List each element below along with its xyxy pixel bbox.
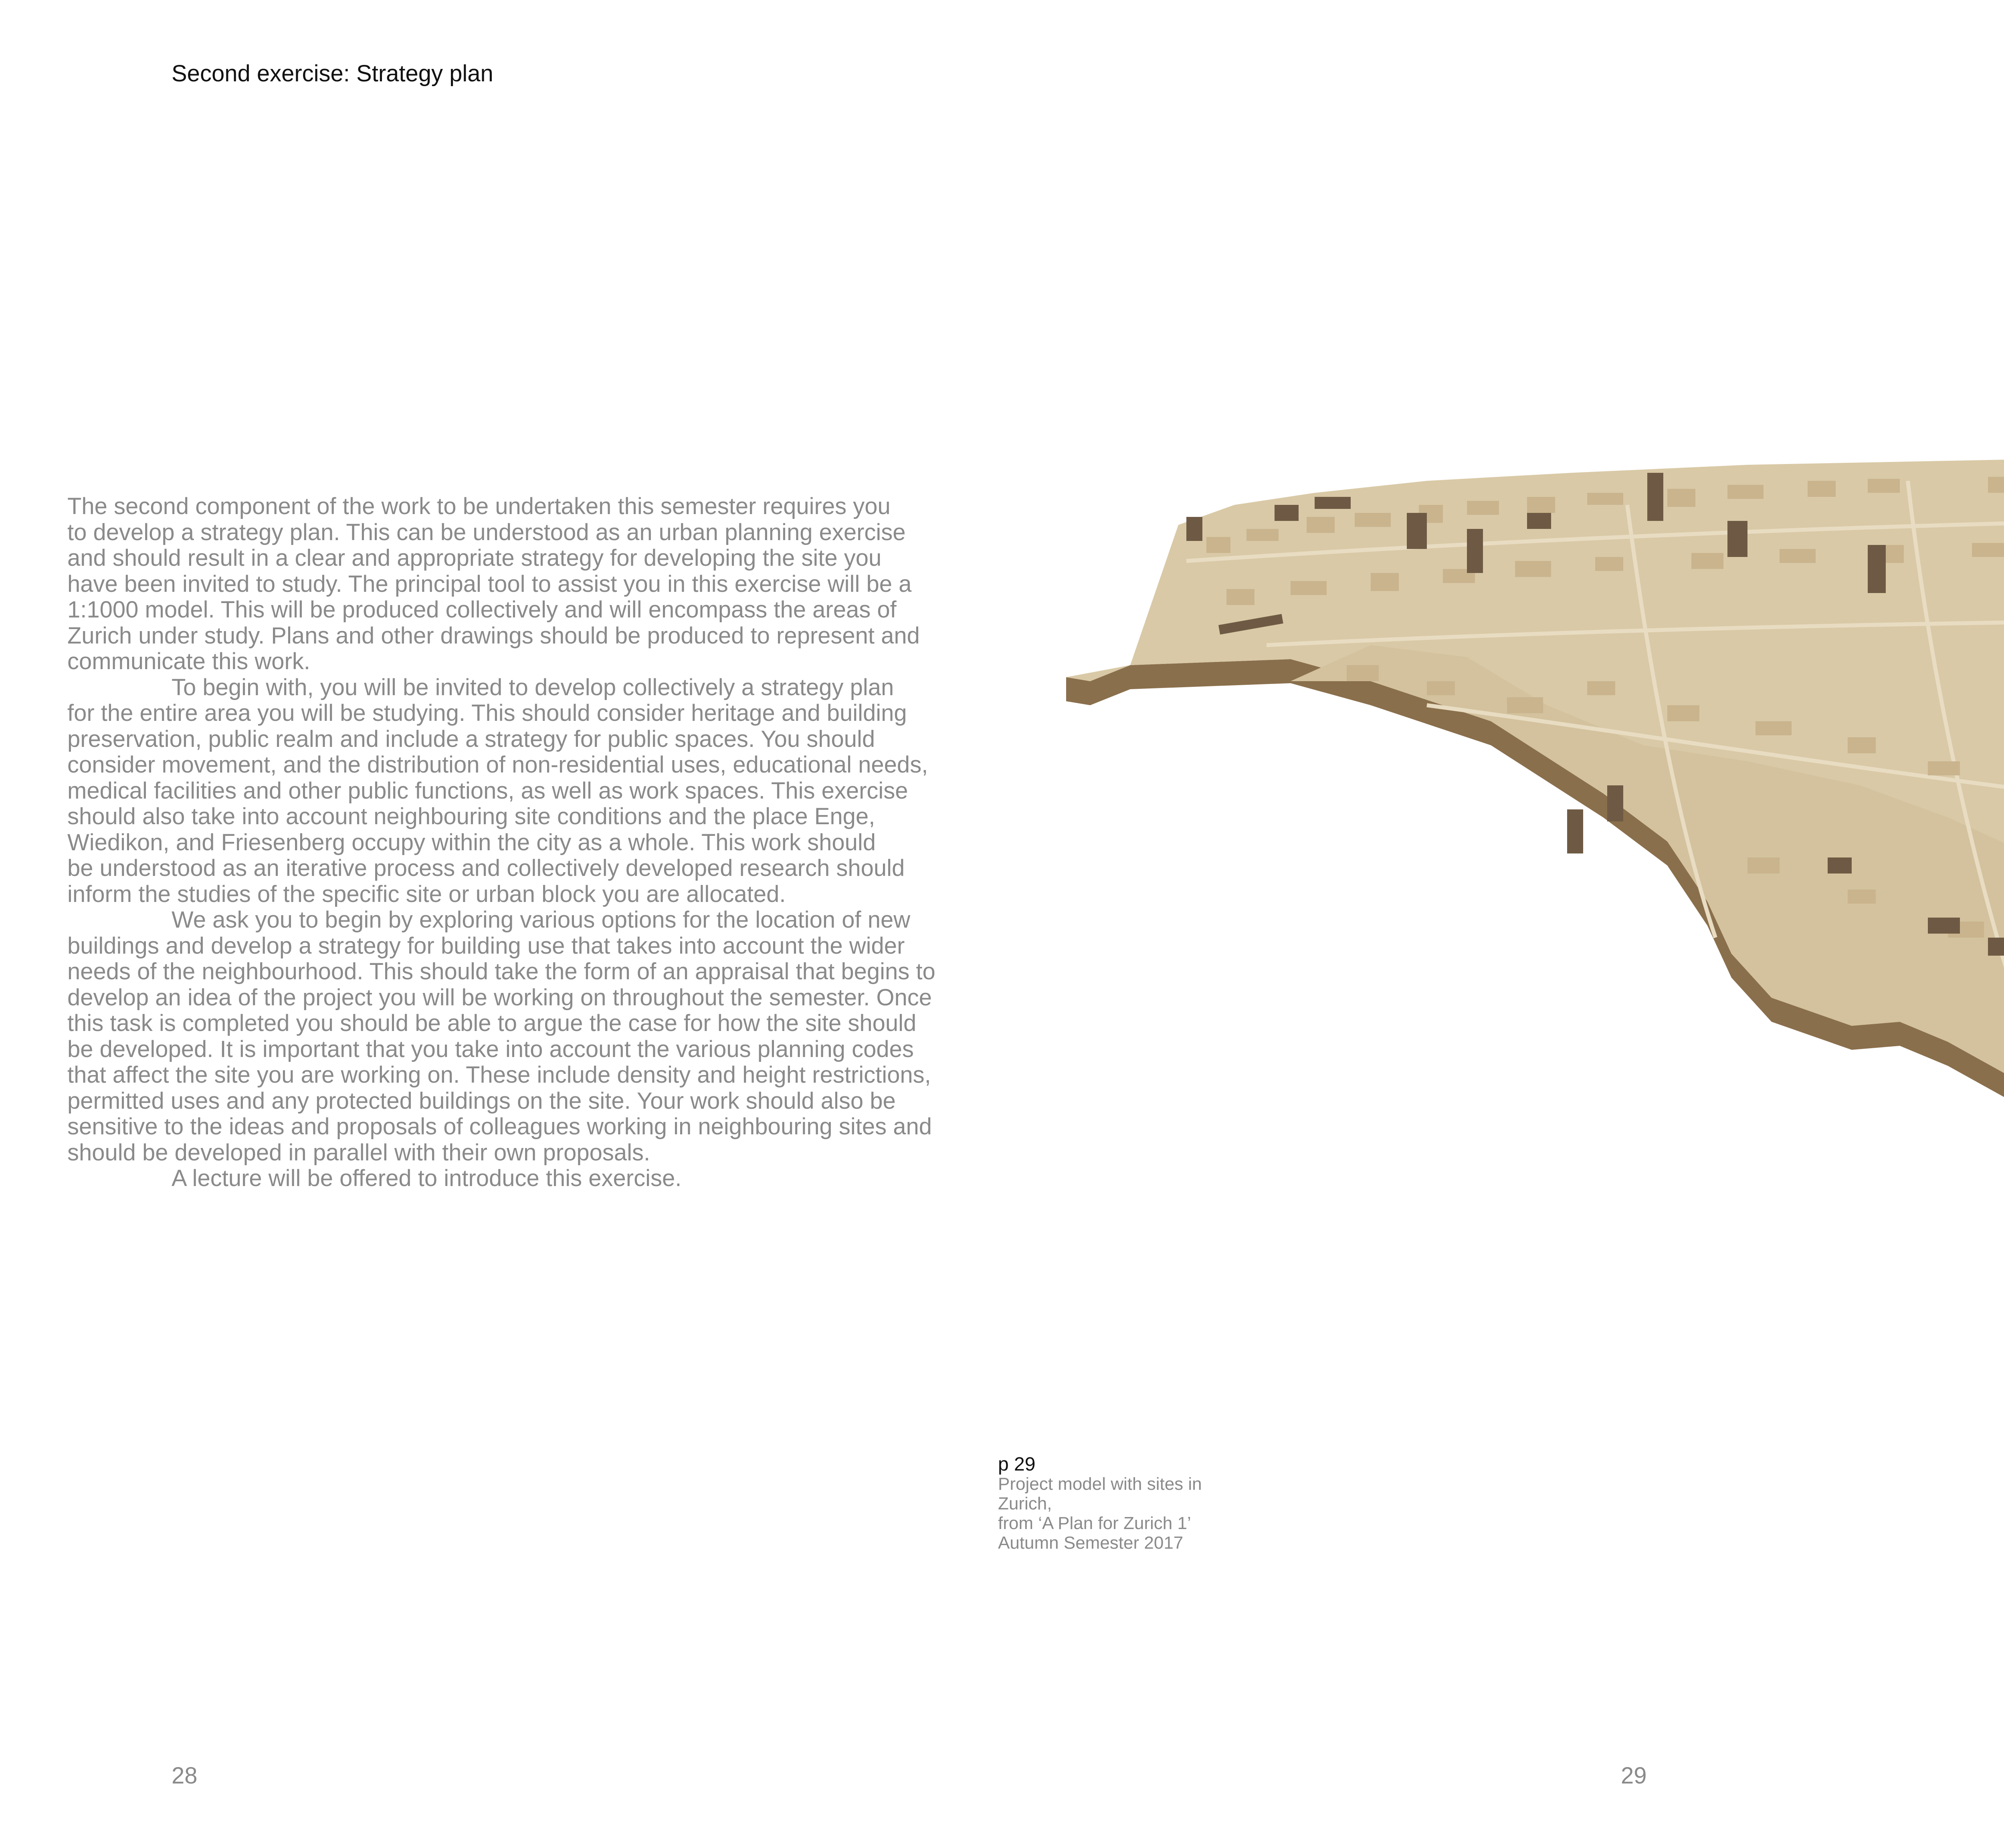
urban-model-image: [1066, 457, 2004, 1262]
body-line: medical facilities and other public functions, as well as work spaces. This exercise: [67, 777, 908, 804]
body-line: this task is completed you should be able to argue the case for how the site should: [67, 1010, 917, 1036]
body-line: We ask you to begin by exploring various options for the location of new: [172, 907, 911, 933]
body-line: 1:1000 model. This will be produced collectively and will encompass the areas of: [67, 597, 897, 623]
body-line: inform the studies of the specific site or urban block you are allocated.: [67, 881, 786, 907]
body-line: Wiedikon, and Friesenberg occupy within the city as a whole. This work should: [67, 829, 876, 855]
urban-model-illustration: [1066, 457, 2004, 1262]
body-line: that affect the site you are working on. These include density and height restrictions,: [67, 1062, 931, 1088]
body-line: Zurich under study. Plans and other drawings should be produced to represent and: [67, 622, 920, 649]
body-line: be understood as an iterative process and collectively developed research should: [67, 855, 905, 881]
body-line: permitted uses and any protected buildings on the site. Your work should also be: [67, 1087, 896, 1114]
page-number-right: 29: [1621, 1763, 1647, 1789]
body-line: develop an idea of the project you will be working on throughout the semester. Once: [67, 984, 932, 1011]
body-line: to develop a strategy plan. This can be understood as an urban planning exercise: [67, 519, 906, 545]
caption-page-ref: p 29: [998, 1454, 1036, 1475]
body-text: [67, 494, 981, 1192]
body-line: To begin with, you will be invited to develop collectively a strategy plan: [172, 674, 894, 700]
body-line: preservation, public realm and include a strategy for public spaces. You should: [67, 726, 875, 752]
body-line: communicate this work.: [67, 648, 310, 674]
page-number-left: 28: [172, 1763, 198, 1789]
body-line: buildings and develop a strategy for building use that takes into account the wider: [67, 932, 905, 959]
body-line: and should result in a clear and appropriate strategy for developing the site you: [67, 545, 882, 571]
caption-line: Autumn Semester 2017: [998, 1533, 1184, 1553]
page-title: Second exercise: Strategy plan: [172, 61, 493, 87]
body-line: have been invited to study. The principal tool to assist you in this exercise will be a: [67, 571, 912, 597]
body-line: should be developed in parallel with their own proposals.: [67, 1139, 650, 1166]
body-line: should also take into account neighbouring site conditions and the place Enge,: [67, 803, 875, 829]
body-line: needs of the neighbourhood. This should take the form of an appraisal that begins to: [67, 958, 935, 985]
body-line: sensitive to the ideas and proposals of colleagues working in neighbouring sites and: [67, 1114, 932, 1140]
body-line: The second component of the work to be undertaken this semester requires you: [67, 493, 891, 519]
figure-caption: [998, 1455, 1238, 1553]
caption-line: Project model with sites in: [998, 1474, 1202, 1494]
caption-line: from ‘A Plan for Zurich 1’: [998, 1513, 1191, 1533]
body-line: consider movement, and the distribution of non-residential uses, educational needs,: [67, 752, 928, 778]
body-line: be developed. It is important that you take into account the various planning codes: [67, 1036, 914, 1062]
body-line: for the entire area you will be studying. This should consider heritage and building: [67, 700, 907, 726]
caption-line: Zurich,: [998, 1494, 1052, 1513]
body-line: A lecture will be offered to introduce this exercise.: [172, 1165, 682, 1191]
